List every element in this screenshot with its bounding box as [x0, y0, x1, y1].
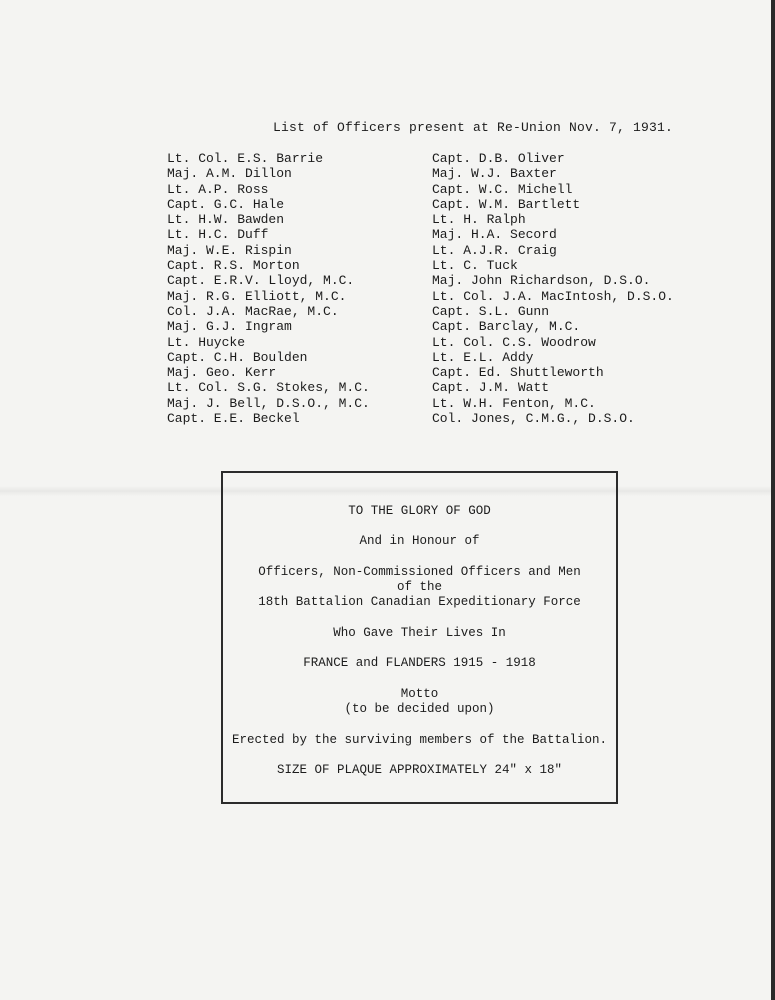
officer-entry: Maj. H.A. Secord [432, 227, 557, 243]
officers-list-right [432, 151, 674, 426]
plaque-lives-given: Who Gave Their Lives In [333, 626, 506, 640]
plaque-inscription-box [221, 471, 618, 804]
officer-entry: Maj. A.M. Dillon [167, 166, 292, 182]
plaque-motto-label: Motto [400, 687, 439, 701]
plaque-motto-note: (to be decided upon) [344, 702, 495, 716]
officer-entry: Lt. Col. J.A. MacIntosh, D.S.O. [432, 288, 674, 304]
officer-entry: Capt. Barclay, M.C. [432, 319, 581, 335]
plaque-battalion: 18th Battalion Canadian Expeditionary Force [258, 595, 581, 609]
officer-entry: Maj. G.J. Ingram [167, 319, 292, 335]
officer-entry: Capt. C.H. Boulden [167, 349, 308, 365]
plaque-campaign: FRANCE and FLANDERS 1915 - 1918 [303, 656, 536, 670]
officer-entry: Lt. Col. C.S. Woodrow [432, 334, 596, 350]
officer-entry: Capt. W.C. Michell [432, 181, 573, 197]
document-heading: List of Officers present at Re-Union Nov. 7, 1931. [273, 120, 674, 135]
officer-entry: Lt. Huycke [167, 334, 246, 350]
officer-entry: Lt. C. Tuck [432, 258, 518, 274]
officer-entry: Capt. D.B. Oliver [432, 151, 565, 166]
officer-entry: Maj. W.E. Rispin [167, 242, 292, 258]
officer-entry: Lt. A.J.R. Craig [432, 242, 557, 258]
officer-entry: Capt. Ed. Shuttleworth [432, 365, 604, 381]
plaque-honour: And in Honour of [359, 534, 480, 548]
officer-entry: Maj. Geo. Kerr [167, 365, 277, 381]
officer-entry: Maj. W.J. Baxter [432, 166, 557, 182]
officer-entry: Lt. A.P. Ross [167, 181, 269, 197]
plaque-dedication: TO THE GLORY OF GOD [348, 504, 491, 518]
officer-entry: Lt. Col. S.G. Stokes, M.C. [167, 380, 370, 396]
plaque-of-the: of the [396, 580, 442, 594]
officer-entry: Capt. E.R.V. Lloyd, M.C. [167, 273, 355, 289]
officer-entry: Lt. E.L. Addy [432, 349, 534, 365]
officer-entry: Capt. E.E. Beckel [167, 411, 300, 427]
officers-list-left [167, 151, 370, 426]
officer-entry: Lt. Col. E.S. Barrie [167, 151, 324, 166]
officer-entry: Lt. W.H. Fenton, M.C. [432, 395, 596, 411]
officer-entry: Maj. John Richardson, D.S.O. [432, 273, 651, 289]
officer-entry: Maj. J. Bell, D.S.O., M.C. [167, 395, 370, 411]
plaque-size-note: SIZE OF PLAQUE APPROXIMATELY 24" x 18" [276, 763, 563, 777]
plaque-officers-line: Officers, Non-Commissioned Officers and Men [258, 565, 581, 579]
officer-entry: Lt. H.C. Duff [167, 227, 269, 243]
officer-entry: Capt. J.M. Watt [432, 380, 550, 396]
officer-entry: Capt. S.L. Gunn [432, 303, 550, 319]
officer-entry: Col. Jones, C.M.G., D.S.O. [432, 411, 635, 427]
officer-entry: Capt. G.C. Hale [167, 196, 285, 212]
officer-entry: Maj. R.G. Elliott, M.C. [167, 288, 347, 304]
officer-entry: Capt. W.M. Bartlett [432, 196, 581, 212]
officer-entry: Lt. H.W. Bawden [167, 212, 285, 228]
officer-entry: Col. J.A. MacRae, M.C. [167, 303, 339, 319]
scan-edge [771, 0, 775, 1000]
officer-entry: Capt. R.S. Morton [167, 258, 300, 274]
plaque-erected-by: Erected by the surviving members of the Battalion. [231, 733, 608, 747]
officer-entry: Lt. H. Ralph [432, 212, 526, 228]
